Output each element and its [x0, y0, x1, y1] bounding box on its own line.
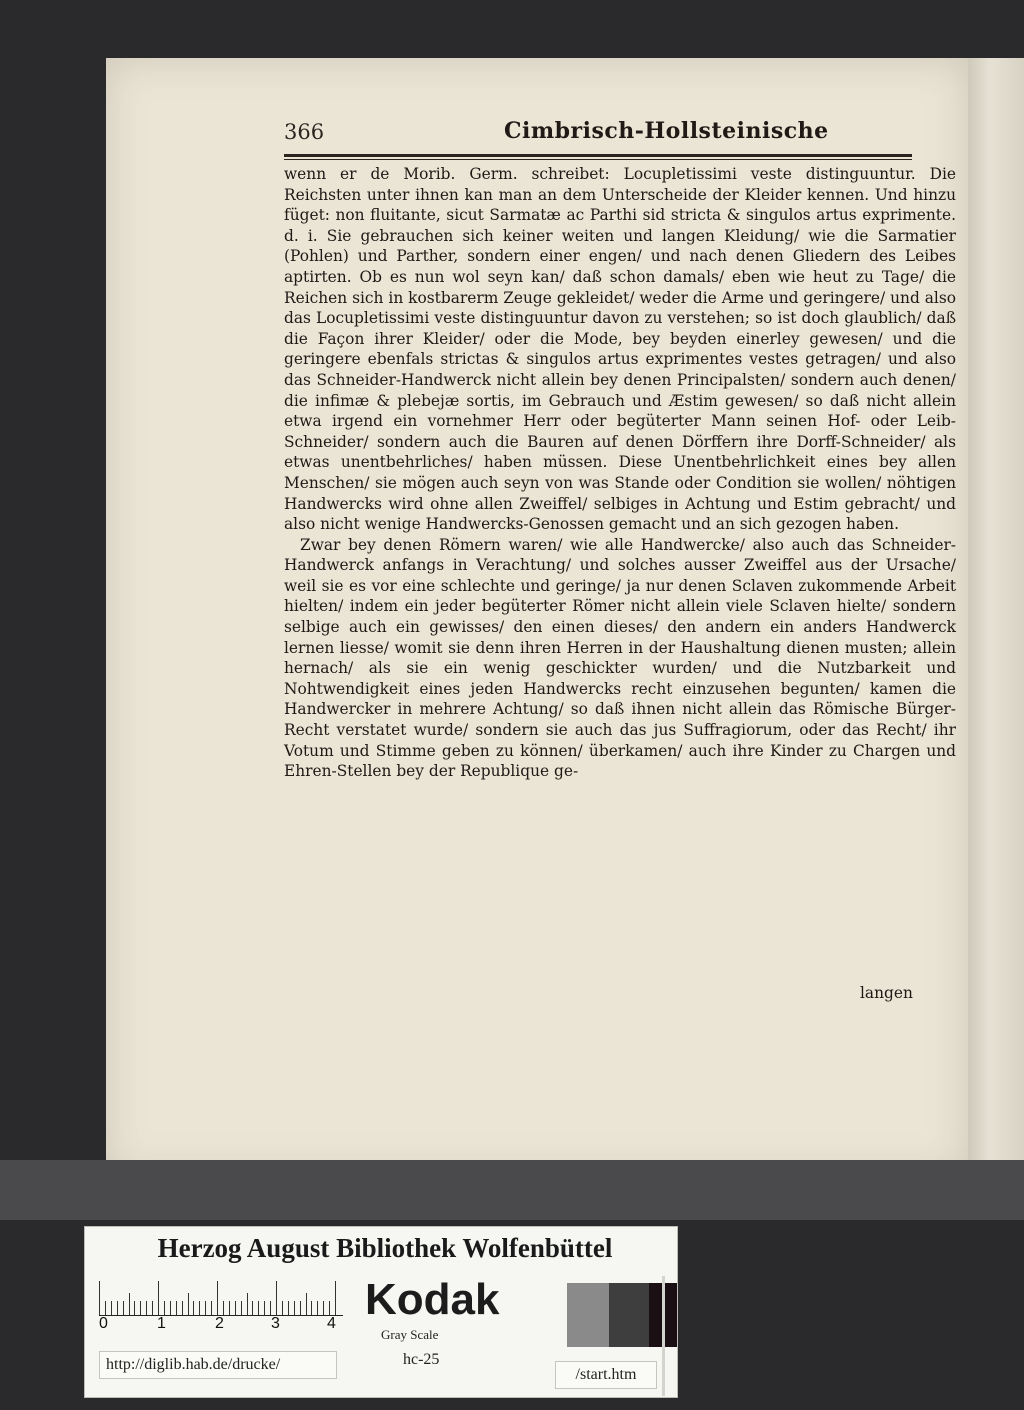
library-url: http://diglib.hab.de/drucke/ [99, 1351, 337, 1379]
card-edge [662, 1276, 665, 1396]
ruler-tick [152, 1301, 153, 1315]
ruler-number: 3 [271, 1315, 280, 1332]
ruler-tick [182, 1301, 183, 1315]
scan-background [0, 1160, 1024, 1220]
ruler-tick [282, 1301, 283, 1315]
start-page: /start.htm [555, 1361, 657, 1389]
ruler-tick [294, 1301, 295, 1315]
ruler-tick [311, 1301, 312, 1315]
ruler-number: 1 [157, 1315, 166, 1332]
gray-swatch-dark [609, 1283, 649, 1347]
ruler-tick [217, 1281, 218, 1315]
ruler-tick [176, 1301, 177, 1315]
library-card [84, 1226, 678, 1398]
ruler-tick [146, 1301, 147, 1315]
ruler-tick [158, 1281, 159, 1315]
ruler-tick [317, 1301, 318, 1315]
ruler-tick [235, 1301, 236, 1315]
ruler-number: 4 [327, 1315, 336, 1332]
catchword: langen [860, 984, 913, 1002]
ruler-tick [252, 1301, 253, 1315]
ruler-tick [105, 1301, 106, 1315]
ruler-tick [276, 1281, 277, 1315]
header-rule [284, 154, 912, 157]
ruler-tick [211, 1301, 212, 1315]
ruler-tick [140, 1301, 141, 1315]
ruler-tick [123, 1301, 124, 1315]
ruler-tick [188, 1293, 189, 1315]
body-text [284, 164, 956, 782]
ruler-tick [170, 1301, 171, 1315]
ruler-tick [247, 1293, 248, 1315]
kodak-logo: Kodak [365, 1275, 500, 1324]
ruler-tick [111, 1301, 112, 1315]
ruler-tick [164, 1301, 165, 1315]
page-header [284, 118, 914, 152]
page-gutter [968, 58, 1024, 1176]
ruler-tick [241, 1301, 242, 1315]
ruler-tick [129, 1293, 130, 1315]
ruler-tick [300, 1301, 301, 1315]
ruler-tick [205, 1301, 206, 1315]
paragraph-1: wenn er de Morib. Germ. schreibet: Locupletissimi veste distinguuntur. Die Reichsten unter ihnen kan man an dem Unterscheide der Kleider kennen. Und hinzu füget: non fluitante, sicut Sarmatæ ac Parthi sid stricta & singulos artus exprimente. d. i. Sie gebrauchen sich keiner weiten und langen Kleidung/ wie die Sarmatier (Pohlen) und Parther, sondern einer engen/ und nach denen Gliedern des Leibes aptirten. Ob es nun wol seyn kan/ daß schon damals/ eben wie heut zu Tage/ die Reichen sich in kostbarerm Zeuge gekleidet/ weder die Arme und geringere/ und also das Locupletissimi veste distinguuntur davon zu verstehen; so ist doch glaublich/ daß die Façon ihrer Kleider/ oder die Mode, bey beyden einerley gewesen/ und die geringere ebenfals strictas & singulos artus exprimentes vestes getragen/ und also das Schneider-Handwerck nicht allein bey denen Principalsten/ sondern auch denen/ die infimæ & plebejæ sortis, im Gebrauch und Æstim gewesen/ so daß nicht allein etwa irgend ein vornehmer Herr oder begüterter Mann seinen Hof- oder Leib-Schneider/ sondern auch die Bauren auf denen Dörffern ihre Dorff-Schneider/ als etwas unentbehrliches/ haben müssen. Diese Unentbehrlichkeit eines bey allen Menschen/ sie mögen auch seyn von was Stande oder Condition sie wollen/ nöhtigen Handwercks wird ohne allen Zweiffel/ selbiges in Achtung und Estim gebracht/ und also nicht wenige Handwercks-Genossen gemacht und an sich gezogen haben. [284, 165, 956, 534]
ruler-tick [270, 1301, 271, 1315]
ruler-tick [264, 1301, 265, 1315]
ruler-tick [193, 1301, 194, 1315]
ruler-number: 0 [99, 1315, 108, 1332]
ruler-tick [258, 1301, 259, 1315]
gray-swatch-light [567, 1283, 609, 1347]
ruler-tick [229, 1301, 230, 1315]
paragraph-2: Zwar bey denen Römern waren/ wie alle Handwercke/ also auch das Schneider-Handwerck anfangs in Verachtung/ und solches ausser Zweiffel aus der Ursache/ weil sie es vor eine schlechte und geringe/ ja nur denen Sclaven zukommende Arbeit hielten/ indem ein jeder begüterter Römer nicht allein viele Sclaven hielte/ sondern selbige auch ein gewisses/ den einen dieses/ den andern ein anders Handwerck lernen liesse/ womit sie denn ihren Herren in der Haushaltung dienen musten; allein hernach/ als sie ein wenig geschickter wurden/ und die Nutzbarkeit und Nohtwendigkeit eines jeden Handwercks recht einzusehen begunten/ kamen die Handwercker in mehrere Achtung/ so daß ihnen nicht allein das Römische Bürger-Recht verstatet wurde/ sondern sie auch das jus Suffragiorum, oder das Recht/ ihr Votum und Stimme geben zu können/ überkamen/ auch ihre Kinder zu Chargen und Ehren-Stellen bey der Republique ge- [284, 535, 956, 781]
ruler-tick [323, 1301, 324, 1315]
ruler-tick [306, 1293, 307, 1315]
gray-scale-label: Gray Scale [381, 1327, 439, 1342]
page-number: 366 [284, 120, 325, 144]
ruler-tick [223, 1301, 224, 1315]
library-title: Herzog August Bibliothek Wolfenbüttel [157, 1233, 613, 1263]
header-rule-thin [284, 159, 912, 160]
ruler-tick [335, 1281, 336, 1315]
ruler-tick [134, 1301, 135, 1315]
ruler-tick [329, 1301, 330, 1315]
ruler-tick [117, 1301, 118, 1315]
ruler-numbers [99, 1315, 359, 1337]
ruler-tick [99, 1281, 100, 1315]
running-title: Cimbrisch-Hollsteinische [504, 118, 829, 144]
ruler-tick [288, 1301, 289, 1315]
shelf-code: hc-25 [403, 1351, 440, 1368]
ruler-tick [199, 1301, 200, 1315]
measuring-ruler [99, 1275, 343, 1316]
ruler-number: 2 [215, 1315, 224, 1332]
